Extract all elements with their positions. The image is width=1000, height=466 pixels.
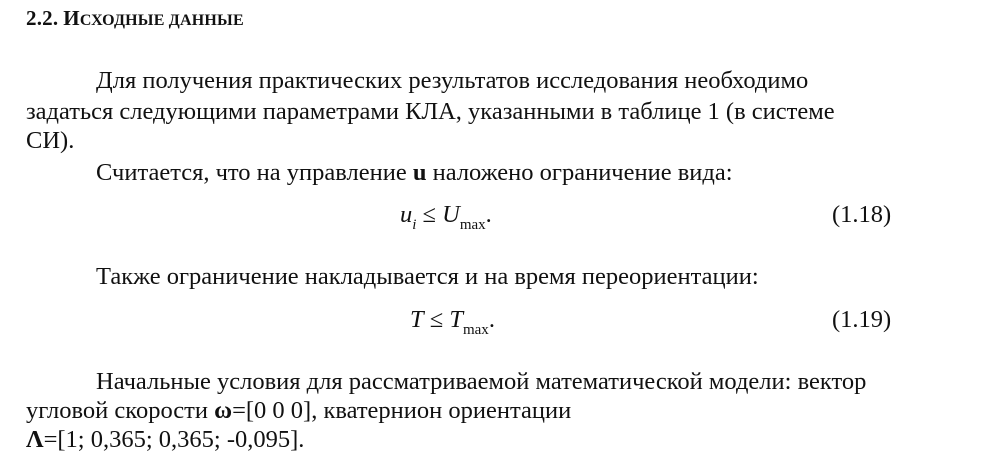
paragraph-1-line-3: СИ). bbox=[26, 127, 75, 154]
equation-1-18 bbox=[400, 200, 492, 233]
paragraph-4-line-3 bbox=[26, 425, 304, 455]
control-symbol-u: u bbox=[412, 159, 427, 186]
eq1-variable-subscript: i bbox=[412, 217, 417, 233]
eq1-operator: ≤ bbox=[416, 201, 443, 228]
equation-number-1-18: (1.18) bbox=[832, 201, 892, 228]
paragraph-1-line-2: задаться следующими параметрами КЛА, указанными в таблице 1 (в системе bbox=[26, 98, 835, 125]
paragraph-2 bbox=[96, 158, 733, 188]
paragraph-2-before: Считается, что на управление bbox=[96, 159, 413, 186]
equation-number-1-19: (1.19) bbox=[832, 306, 892, 333]
paragraph-4-line-1: Начальные условия для рассматриваемой математической модели: вектор bbox=[96, 368, 867, 395]
eq2-rhs-subscript: max bbox=[462, 322, 489, 338]
paragraph-4-line-2-before: угловой скорости bbox=[26, 397, 215, 424]
equation-1-19 bbox=[410, 305, 495, 338]
eq1-rhs-subscript: max bbox=[459, 217, 486, 233]
eq1-tail: . bbox=[485, 201, 492, 228]
eq2-variable: T bbox=[410, 306, 424, 333]
section-title-rest: СХОДНЫЕ ДАННЫЕ bbox=[79, 12, 244, 29]
eq2-rhs: T bbox=[449, 306, 463, 333]
eq2-operator: ≤ bbox=[423, 306, 450, 333]
eq1-rhs: U bbox=[442, 201, 460, 228]
paragraph-4-line-2-after: =[0 0 0], кватернион ориентации bbox=[232, 397, 572, 424]
section-title-initial: И bbox=[63, 6, 80, 30]
paragraph-1-line-1: Для получения практических результатов исследования необходимо bbox=[96, 67, 809, 94]
section-heading bbox=[26, 6, 244, 31]
lambda-symbol: Λ bbox=[26, 426, 44, 453]
paragraph-3: Также ограничение накладывается и на время переориентации: bbox=[96, 263, 759, 290]
section-number: 2.2. bbox=[26, 6, 59, 30]
omega-symbol: ω bbox=[214, 397, 233, 424]
paragraph-4-line-3-after: =[1; 0,365; 0,365; -0,095]. bbox=[43, 426, 305, 453]
eq2-tail: . bbox=[488, 306, 495, 333]
paragraph-4-line-2 bbox=[26, 396, 571, 426]
eq1-variable: u bbox=[400, 201, 413, 228]
paragraph-2-after: наложено ограничение вида: bbox=[426, 159, 733, 186]
